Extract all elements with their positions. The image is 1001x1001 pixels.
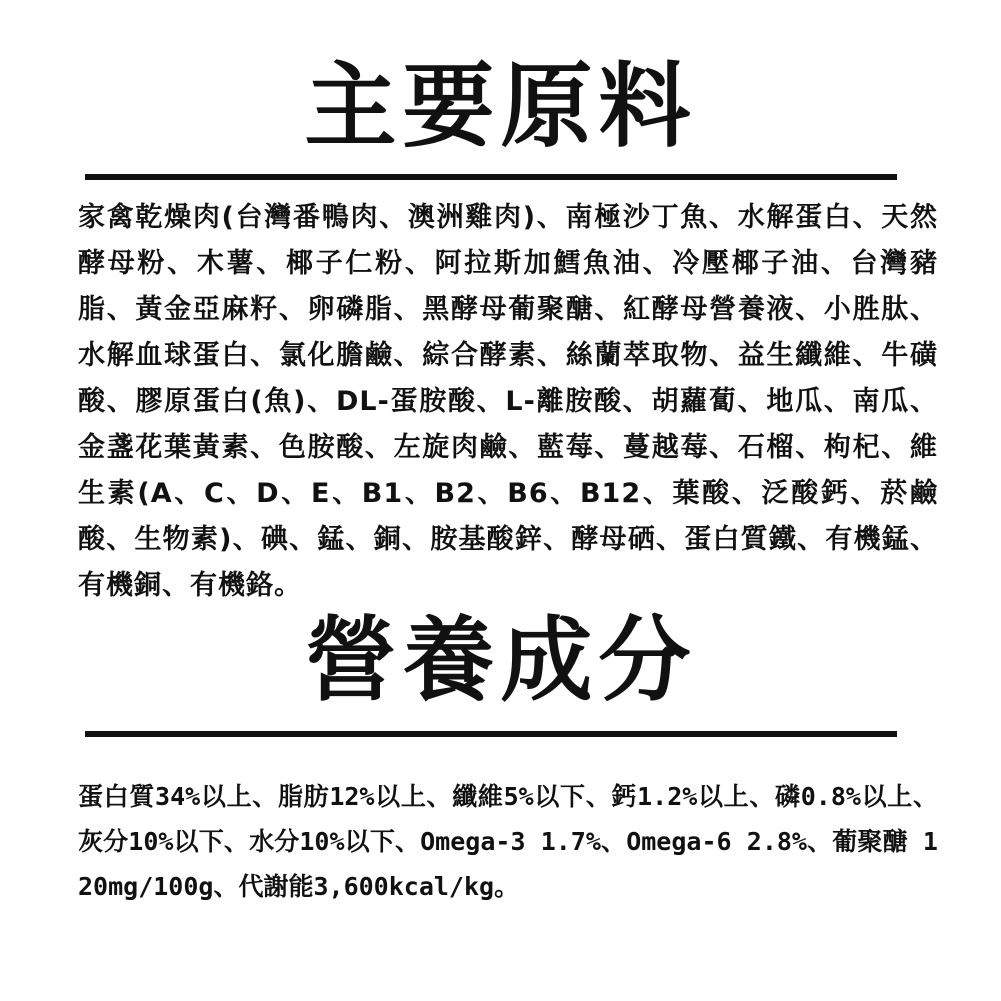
ingredients-list: 家禽乾燥肉(台灣番鴨肉、澳洲雞肉)、南極沙丁魚、水解蛋白、天然酵母粉、木薯、椰子仁粉、阿拉斯加鱈魚油、冷壓椰子油、台灣豬脂、黃金亞麻籽、卵磷脂、黑酵母葡聚醣、紅酵母營養液、小胜肽、水解血球蛋白、氯化膽鹼、綜合酵素、絲蘭萃取物、益生纖維、牛磺酸、膠原蛋白(魚)、DL-蛋胺酸、L-離胺酸、胡蘿蔔、地瓜、南瓜、金盞花葉黃素、色胺酸、左旋肉鹼、藍莓、蔓越莓、石榴、枸杞、維生素(A、C、D、E、B1、B2、B6、B12、葉酸、泛酸鈣、菸鹼酸、生物素)、碘、錳、銅、胺基酸鋅、酵母硒、蛋白質鐵、有機錳、有機銅、有機鉻。: [78, 202, 938, 601]
nutrition-title: 營養成分: [304, 607, 697, 714]
nutrition-list: 蛋白質34%以上、脂肪12%以上、纖維5%以下、鈣1.2%以上、磷0.8%以上、灰分10%以下、水分10%以下、Omega-3 1.7%、Omega-6 2.8%、葡聚醣 120mg/100g、代謝能3,600kcal/kg。: [78, 782, 938, 901]
nutrition-divider: [85, 731, 897, 737]
ingredients-title: 主要原料: [304, 53, 697, 160]
ingredients-divider: [85, 174, 897, 180]
